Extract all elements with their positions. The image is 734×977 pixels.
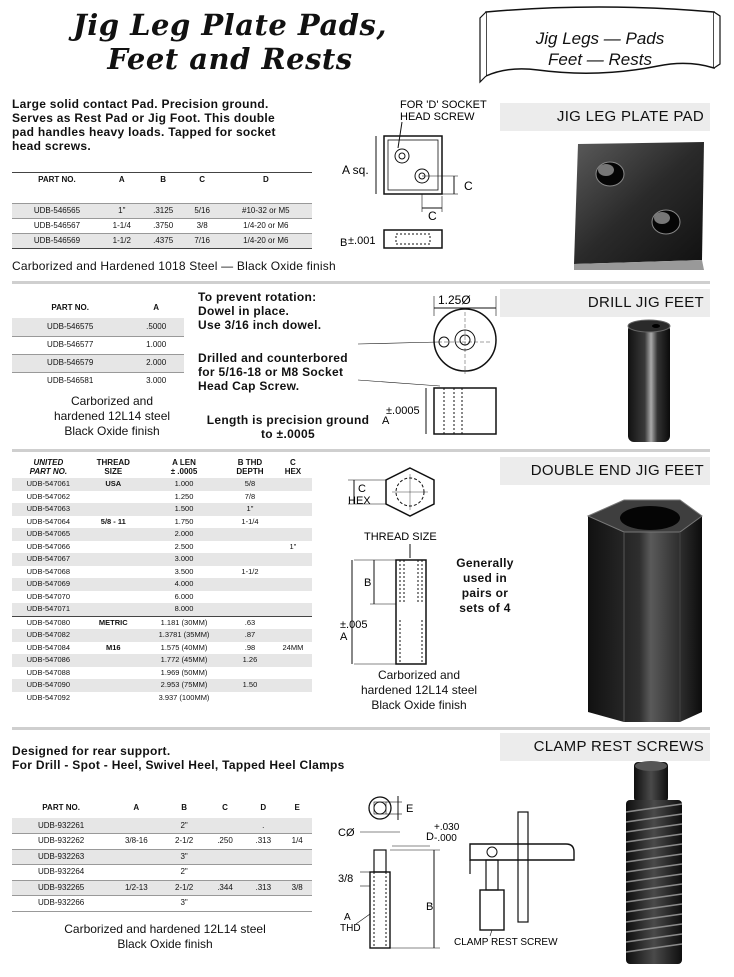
cell: UDB-547068 [26, 566, 70, 576]
clamp-tol1-label: +.030 [434, 822, 460, 833]
cell: 2.500 [174, 541, 194, 551]
table-row [12, 503, 312, 516]
header-line: SIZE [104, 467, 123, 476]
table-row [12, 849, 312, 865]
cell [244, 865, 282, 881]
pad-col-d: D [262, 175, 269, 184]
text-line: sets of 4 [459, 601, 511, 615]
cell [274, 553, 312, 566]
clamp-col-c: C [222, 803, 228, 812]
cell: .313 [244, 880, 282, 896]
cell [226, 591, 274, 604]
header-line: PART NO. [29, 467, 68, 476]
drill-dia-label: 1.25Ø [438, 293, 471, 307]
pad-b-label: B [340, 237, 348, 249]
cell: UDB-547086 [12, 654, 85, 667]
cell: 3.937 (100MM) [158, 692, 210, 702]
double-a-label: A [340, 631, 348, 643]
header-line: C [290, 458, 296, 467]
table-row [12, 336, 184, 354]
double-usage-note [452, 556, 518, 616]
cell: UDB-546569 [12, 233, 102, 248]
clamp-col-a: A [133, 803, 140, 812]
double-col-depth [226, 456, 274, 478]
cell: 2" [162, 865, 205, 881]
cell [226, 528, 274, 541]
cell: .98 [244, 642, 256, 652]
cell: .3125 [142, 203, 185, 218]
note-line: Black Oxide finish [371, 698, 467, 712]
text-line: pairs or [461, 586, 509, 600]
cell: 24MM [282, 642, 304, 652]
cell [274, 516, 312, 529]
clamp-rest-diagram [330, 790, 580, 960]
cell: 6.000 [174, 591, 194, 601]
cell: 1-1/4 [241, 516, 259, 526]
clamp-section-header: CLAMP REST SCREWS [500, 733, 710, 761]
clamp-rest-photo [622, 760, 688, 968]
cell: .63 [244, 617, 256, 627]
pad-col-a: A [118, 175, 125, 184]
cell [206, 865, 244, 881]
cell: UDB-547090 [12, 679, 85, 692]
cell [206, 849, 244, 865]
cell [274, 491, 312, 504]
pad-b-tolerance: ±.001 [348, 235, 376, 247]
cell [85, 603, 142, 616]
cell: .344 [206, 880, 244, 896]
cell: UDB-932263 [12, 849, 110, 865]
double-end-photo [584, 498, 706, 724]
cell: UDB-546575 [12, 318, 128, 336]
text-line: Head Cap Screw. [198, 379, 300, 393]
cell: UDB-547067 [12, 553, 85, 566]
cell: 1.575 (40MM) [160, 642, 208, 652]
cell: 1" [289, 541, 297, 551]
table-row [12, 541, 312, 554]
cell: 3.000 [142, 553, 226, 566]
double-table-body [12, 478, 312, 704]
pad-socket-label1: FOR 'D' SOCKET [400, 99, 487, 111]
cell: .3750 [142, 218, 185, 233]
table-row [12, 566, 312, 579]
double-table [12, 456, 312, 704]
pad-col-c: C [199, 175, 206, 184]
banner-line-1: Jig Legs — Pads [535, 29, 665, 48]
text-line: for 5/16-18 or M8 Socket [198, 365, 344, 379]
cell [85, 503, 142, 516]
cell [85, 679, 142, 692]
table-row [12, 372, 184, 390]
cell: UDB-547088 [26, 667, 70, 677]
cell: 1.500 [142, 503, 226, 516]
cell: 2.000 [128, 354, 184, 372]
cell: 1.000 [128, 336, 184, 354]
cell: UDB-546567 [12, 218, 102, 233]
cell: UDB-547069 [12, 578, 85, 591]
clamp-description [12, 744, 345, 772]
text-line: Drilled and counterbored [198, 351, 348, 365]
cell [282, 865, 312, 881]
cell [85, 566, 142, 579]
cell [226, 578, 274, 591]
cell: 2-1/2 [162, 880, 205, 896]
table-row [12, 578, 312, 591]
clamp-caption: CLAMP REST SCREW [454, 937, 558, 948]
double-material-note [326, 668, 512, 713]
cell: 5/8 - 11 [100, 516, 126, 526]
cell [85, 654, 142, 667]
cell [110, 849, 162, 865]
cell: .250 [206, 834, 244, 850]
header-line: UNITED [33, 458, 64, 467]
text-line: Length is precision ground [206, 413, 370, 427]
double-end-diagram [334, 462, 464, 672]
clamp-thd-label: THD [340, 923, 361, 934]
cell: . [244, 818, 282, 834]
cell [274, 591, 312, 604]
cell [274, 692, 312, 705]
text-line: used in [462, 571, 508, 585]
cell: UDB-547066 [26, 541, 70, 551]
cell: METRIC [98, 617, 128, 627]
cell: 2" [162, 818, 205, 834]
banner-line-2: Feet — Rests [548, 50, 652, 69]
header-line: B THD [237, 458, 263, 467]
cell: 1-1/2 [241, 566, 259, 576]
table-row [12, 654, 312, 667]
double-col-hex [274, 456, 312, 478]
cell: 1.3781 (35MM) [142, 629, 226, 642]
double-section-header: DOUBLE END JIG FEET [500, 457, 710, 485]
cell [274, 679, 312, 692]
double-col-thread [85, 456, 142, 478]
table-row [12, 318, 184, 336]
table-row [12, 603, 312, 616]
cell: 1/4 [282, 834, 312, 850]
cell: 1/2-13 [110, 880, 162, 896]
pad-table [12, 172, 312, 249]
cell: 3.500 [174, 566, 194, 576]
pad-col-b: B [160, 175, 167, 184]
cell [274, 528, 312, 541]
clamp-col-d: D [260, 803, 267, 812]
header-line: ± .0005 [170, 467, 198, 476]
cell [110, 896, 162, 912]
cell: 4.000 [142, 578, 226, 591]
cell: UDB-547061 [12, 478, 85, 491]
cell: USA [85, 478, 142, 491]
cell [226, 692, 274, 705]
table-row [12, 834, 312, 850]
text-line: to ±.0005 [261, 427, 315, 441]
cell [244, 849, 282, 865]
clamp-col-b: B [181, 803, 188, 812]
table-row [12, 591, 312, 604]
clamp-d-label: D [426, 831, 434, 843]
cell: 1.772 (45MM) [142, 654, 226, 667]
cell [226, 667, 274, 680]
cell: UDB-546577 [12, 336, 128, 354]
cell [274, 667, 312, 680]
cell: UDB-547084 [26, 642, 70, 652]
cell: UDB-932264 [12, 865, 110, 881]
note-line: Carborized and [377, 668, 461, 682]
cell [282, 818, 312, 834]
double-b-label: B [364, 577, 372, 589]
cell [274, 478, 312, 491]
cell: M16 [106, 642, 121, 652]
cell [274, 566, 312, 579]
table-row [12, 692, 312, 705]
cell [274, 603, 312, 616]
cell: 5/16 [185, 203, 220, 218]
clamp-table-body [12, 818, 312, 911]
cell [85, 491, 142, 504]
cell [244, 896, 282, 912]
text-line: Dowel in place. [198, 304, 290, 318]
cell: .87 [226, 629, 274, 642]
clamp-table [12, 798, 312, 912]
note-line: hardened 12L14 steel [360, 683, 478, 697]
drill-section-header: DRILL JIG FEET [500, 289, 710, 317]
table-row [12, 553, 312, 566]
cell [110, 865, 162, 881]
cell: 1.50 [226, 679, 274, 692]
note-line: Carborized and [70, 394, 154, 408]
text-line: To prevent rotation: [198, 290, 317, 304]
cell: 1.750 [174, 516, 194, 526]
cell [282, 896, 312, 912]
table-row [12, 629, 312, 642]
drill-col-a: A [153, 303, 160, 312]
cell [226, 603, 274, 616]
table-row [12, 478, 312, 491]
section-divider [12, 727, 710, 730]
table-row [12, 187, 312, 203]
double-col-part [12, 456, 85, 478]
table-row [12, 491, 312, 504]
table-row [12, 896, 312, 912]
banner-text [490, 28, 710, 70]
clamp-col-part: PART NO. [42, 803, 80, 812]
plate-pad-photo [570, 140, 708, 274]
cell: UDB-547063 [12, 503, 85, 516]
cell [110, 818, 162, 834]
cell: UDB-546581 [47, 376, 94, 386]
cell [226, 541, 274, 554]
cell: 7/16 [185, 233, 220, 248]
cell: 3" [162, 849, 205, 865]
pad-col-part: PART NO. [38, 175, 76, 184]
pad-material-note: Carborized and Hardened 1018 Steel — Black Oxide finish [12, 259, 336, 273]
note-line: hardened 12L14 steel [53, 409, 171, 423]
pad-socket-label2: HEAD SCREW [400, 111, 475, 123]
drill-text-counterbore [198, 351, 348, 393]
drill-a-label: A [382, 415, 390, 427]
drill-table [12, 298, 184, 390]
cell: 2.953 (75MM) [142, 679, 226, 692]
header-line: A LEN [172, 458, 196, 467]
cell: UDB-547070 [26, 591, 70, 601]
section-divider [12, 449, 710, 452]
cell: 1.969 (50MM) [160, 667, 208, 677]
pad-c-label-right: C [464, 179, 473, 193]
cell [274, 616, 312, 629]
cell: UDB-547082 [12, 629, 85, 642]
cell: UDB-932265 [12, 880, 110, 896]
cell: .313 [244, 834, 282, 850]
double-col-len [142, 456, 226, 478]
pad-description: Large solid contact Pad. Precision ground. Serves as Rest Pad or Jig Foot. This double pad handles heavy loads. Tapped for socket head screws. [12, 97, 276, 153]
drill-text-rotation [198, 290, 321, 332]
cell: UDB-932261 [12, 818, 110, 834]
cell [274, 578, 312, 591]
title-line-1: Jig Leg Plate Pads, [73, 8, 387, 42]
drill-tol-label: ±.0005 [386, 405, 420, 417]
drill-foot-photo [624, 318, 674, 446]
cell [85, 553, 142, 566]
cell: 3/8-16 [110, 834, 162, 850]
table-row [12, 679, 312, 692]
cell: 1" [102, 203, 142, 218]
note-line: Black Oxide finish [64, 424, 160, 438]
cell: .4375 [142, 233, 185, 248]
clamp-b-label: B [426, 901, 434, 913]
title-line-2: Feet and Rests [107, 42, 353, 76]
cell: 1" [226, 503, 274, 516]
cell [85, 629, 142, 642]
pad-a-label: A sq. [342, 163, 369, 177]
table-row [12, 667, 312, 680]
cell [85, 578, 142, 591]
cell: UDB-547080 [26, 617, 70, 627]
text-line: Generally [456, 556, 514, 570]
cell: 2-1/2 [162, 834, 205, 850]
cell: #10-32 or M5 [220, 203, 312, 218]
cell: UDB-546579 [12, 354, 128, 372]
cell: 3.000 [146, 376, 167, 386]
page-title [40, 8, 420, 76]
cell: UDB-932266 [12, 896, 110, 912]
table-row [12, 642, 312, 655]
table-row [12, 218, 312, 233]
cell [282, 849, 312, 865]
cell: UDB-547064 [26, 516, 70, 526]
cell [206, 818, 244, 834]
table-row [12, 818, 312, 834]
note-line: Black Oxide finish [117, 937, 213, 951]
cell: UDB-547065 [12, 528, 85, 541]
cell: 1/4-20 or M6 [220, 218, 312, 233]
cell [85, 591, 142, 604]
cell [85, 667, 142, 680]
cell: 2.000 [142, 528, 226, 541]
table-row [12, 616, 312, 629]
plate-pad-diagram [340, 96, 500, 256]
header-line: DEPTH [236, 467, 264, 476]
cell: 5/8 [226, 478, 274, 491]
drill-material-note [12, 394, 212, 439]
table-row [12, 233, 312, 248]
clamp-material-note [20, 922, 310, 952]
cell: 3/8 [282, 880, 312, 896]
cell: 7/8 [244, 491, 256, 501]
header-line: THREAD [96, 458, 130, 467]
pad-section-header: JIG LEG PLATE PAD [500, 103, 710, 131]
cell [85, 541, 142, 554]
text-line: Designed for rear support. [12, 744, 171, 758]
note-line: Carborized and hardened 12L14 steel [64, 922, 266, 936]
table-row [12, 203, 312, 218]
double-tol-label: ±.005 [340, 619, 368, 631]
cell [274, 654, 312, 667]
cell: UDB-546565 [12, 203, 102, 218]
table-row [12, 528, 312, 541]
cell: 1/4-20 or M6 [220, 233, 312, 248]
text-line: For Drill - Spot - Heel, Swivel Heel, Tapped Heel Clamps [12, 758, 345, 772]
table-row [12, 516, 312, 529]
header-line: HEX [284, 467, 302, 476]
cell: 1.26 [226, 654, 274, 667]
cell: UDB-547062 [26, 491, 70, 501]
clamp-c-label: CØ [338, 827, 355, 839]
table-row [12, 354, 184, 372]
clamp-col-e: E [294, 803, 300, 812]
cell [85, 692, 142, 705]
pad-c-label-bottom: C [428, 209, 437, 223]
double-thread-label: THREAD SIZE [364, 531, 437, 543]
clamp-tol2-label: -.000 [434, 833, 457, 844]
cell: 3" [162, 896, 205, 912]
cell: 1.181 (30MM) [160, 617, 208, 627]
drill-foot-diagram [338, 288, 502, 438]
cell [274, 503, 312, 516]
cell: UDB-932262 [12, 834, 110, 850]
cell [206, 896, 244, 912]
cell: UDB-547071 [12, 603, 85, 616]
cell [274, 629, 312, 642]
cell: 1.250 [174, 491, 194, 501]
table-row [12, 880, 312, 896]
double-c-label: C [358, 483, 366, 495]
clamp-e-label: E [406, 803, 414, 815]
cell: 1-1/2 [102, 233, 142, 248]
cell: 1-1/4 [102, 218, 142, 233]
clamp-a-label: A [344, 912, 351, 923]
clamp-38-label: 3/8 [338, 873, 354, 885]
drill-col-part: PART NO. [51, 303, 89, 312]
table-row [12, 865, 312, 881]
cell [85, 528, 142, 541]
cell: 1.000 [142, 478, 226, 491]
cell [226, 553, 274, 566]
cell: UDB-547092 [26, 692, 70, 702]
section-divider [12, 281, 710, 284]
double-hex-label: HEX [348, 495, 371, 507]
cell: .5000 [128, 318, 184, 336]
text-line: Use 3/16 inch dowel. [198, 318, 322, 332]
cell: 8.000 [142, 603, 226, 616]
cell: 3/8 [185, 218, 220, 233]
